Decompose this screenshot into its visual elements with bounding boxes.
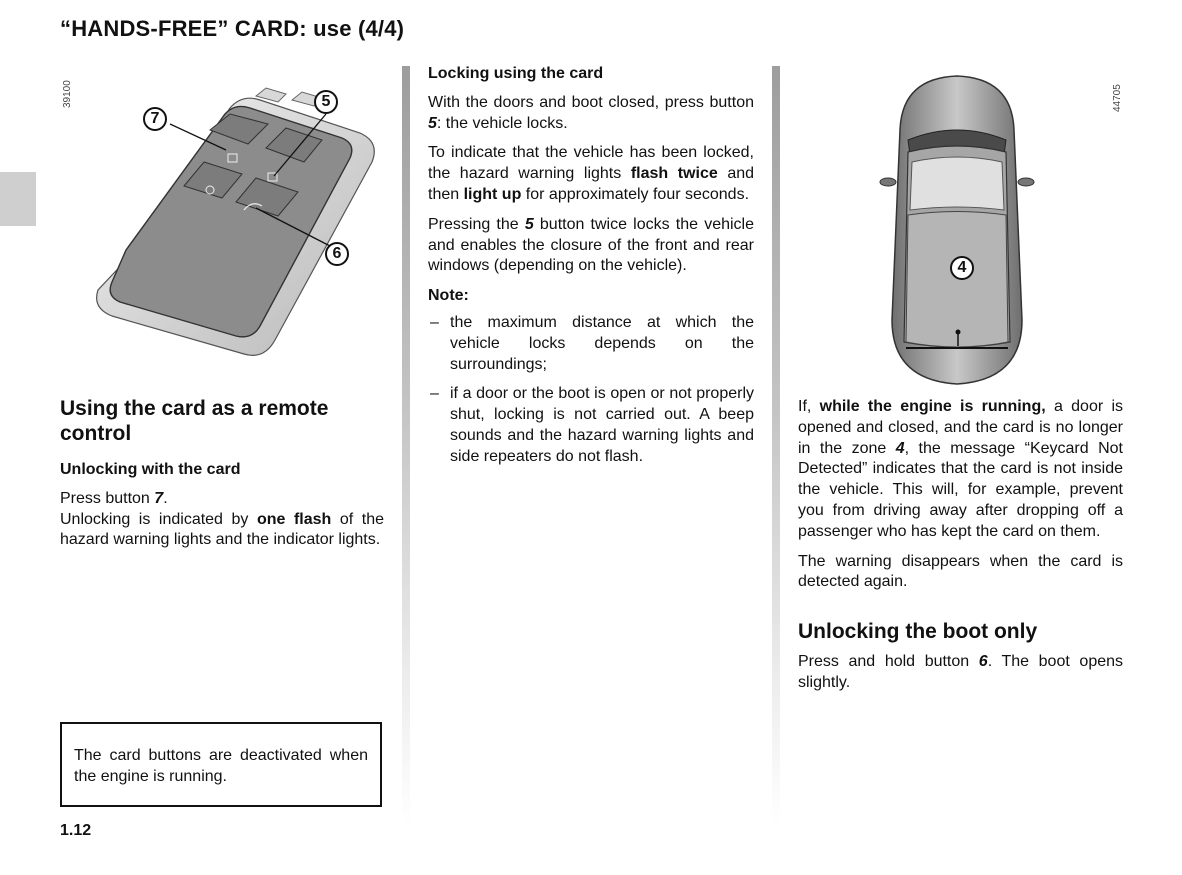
- note-list: [428, 313, 754, 468]
- column-left: [60, 396, 384, 560]
- section-heading: Using the card as a remote control: [60, 397, 329, 445]
- keycard-illustration: [60, 78, 390, 378]
- paragraph: With the doors and boot closed, press button 5: the vehicle locks.: [428, 93, 754, 132]
- section-heading: Locking using the card: [428, 65, 604, 82]
- paragraph: Unlocking is indicated by one flash of the hazard warning lights and the indicator lights.: [60, 510, 384, 549]
- note-box-text: The card buttons are deactivated when the engine is running.: [74, 747, 368, 785]
- paragraph: Pressing the 5 button twice locks the vehicle and enables the closure of the front and rear windows (depending on the vehicle).: [428, 215, 754, 275]
- column-divider: [772, 66, 780, 826]
- paragraph: To indicate that the vehicle has been locked, the hazard warning lights flash twice and then light up for approximately four seconds.: [428, 144, 755, 203]
- car-top-view-illustration: [872, 70, 1042, 390]
- paragraph: Press button 7.: [60, 489, 168, 507]
- column-right: [798, 397, 1123, 703]
- callout-4: 4: [950, 256, 974, 280]
- list-item: – if a door or the boot is open or not properly shut, locking is not carried out. A beep sounds and the hazard warning lights and side repeaters do not flash.: [428, 384, 754, 467]
- page-number: 1.12: [60, 822, 92, 839]
- note-box: [60, 722, 382, 807]
- section-tab: [0, 172, 36, 226]
- section-heading: Unlocking the boot only: [798, 620, 1038, 644]
- figure-code: 39100: [62, 80, 73, 108]
- sub-heading: Unlocking with the card: [60, 461, 241, 478]
- note-label: Note:: [428, 287, 469, 305]
- list-item: – the maximum distance at which the vehicle locks depends on the surroundings;: [428, 313, 754, 375]
- paragraph: If, while the engine is running, a door is opened and closed, and the card is no longer in the zone 4, the message “Keycard Not Detected” indicates that the card is not inside the vehicle. This will, for example, prevent you from driving away after dropping off a passenger who has kept the card on them.: [798, 398, 1124, 540]
- figure-code: 44705: [1112, 84, 1123, 112]
- column-middle: [428, 64, 754, 477]
- callout-7: 7: [143, 107, 167, 131]
- page-title: “HANDS-FREE” CARD: use (4/4): [60, 16, 405, 41]
- column-divider: [402, 66, 410, 826]
- callout-5: 5: [314, 90, 338, 114]
- paragraph: Press and hold button 6. The boot opens slightly.: [798, 653, 1124, 691]
- callout-6: 6: [325, 242, 349, 266]
- paragraph: The warning disappears when the card is detected again.: [798, 552, 1123, 591]
